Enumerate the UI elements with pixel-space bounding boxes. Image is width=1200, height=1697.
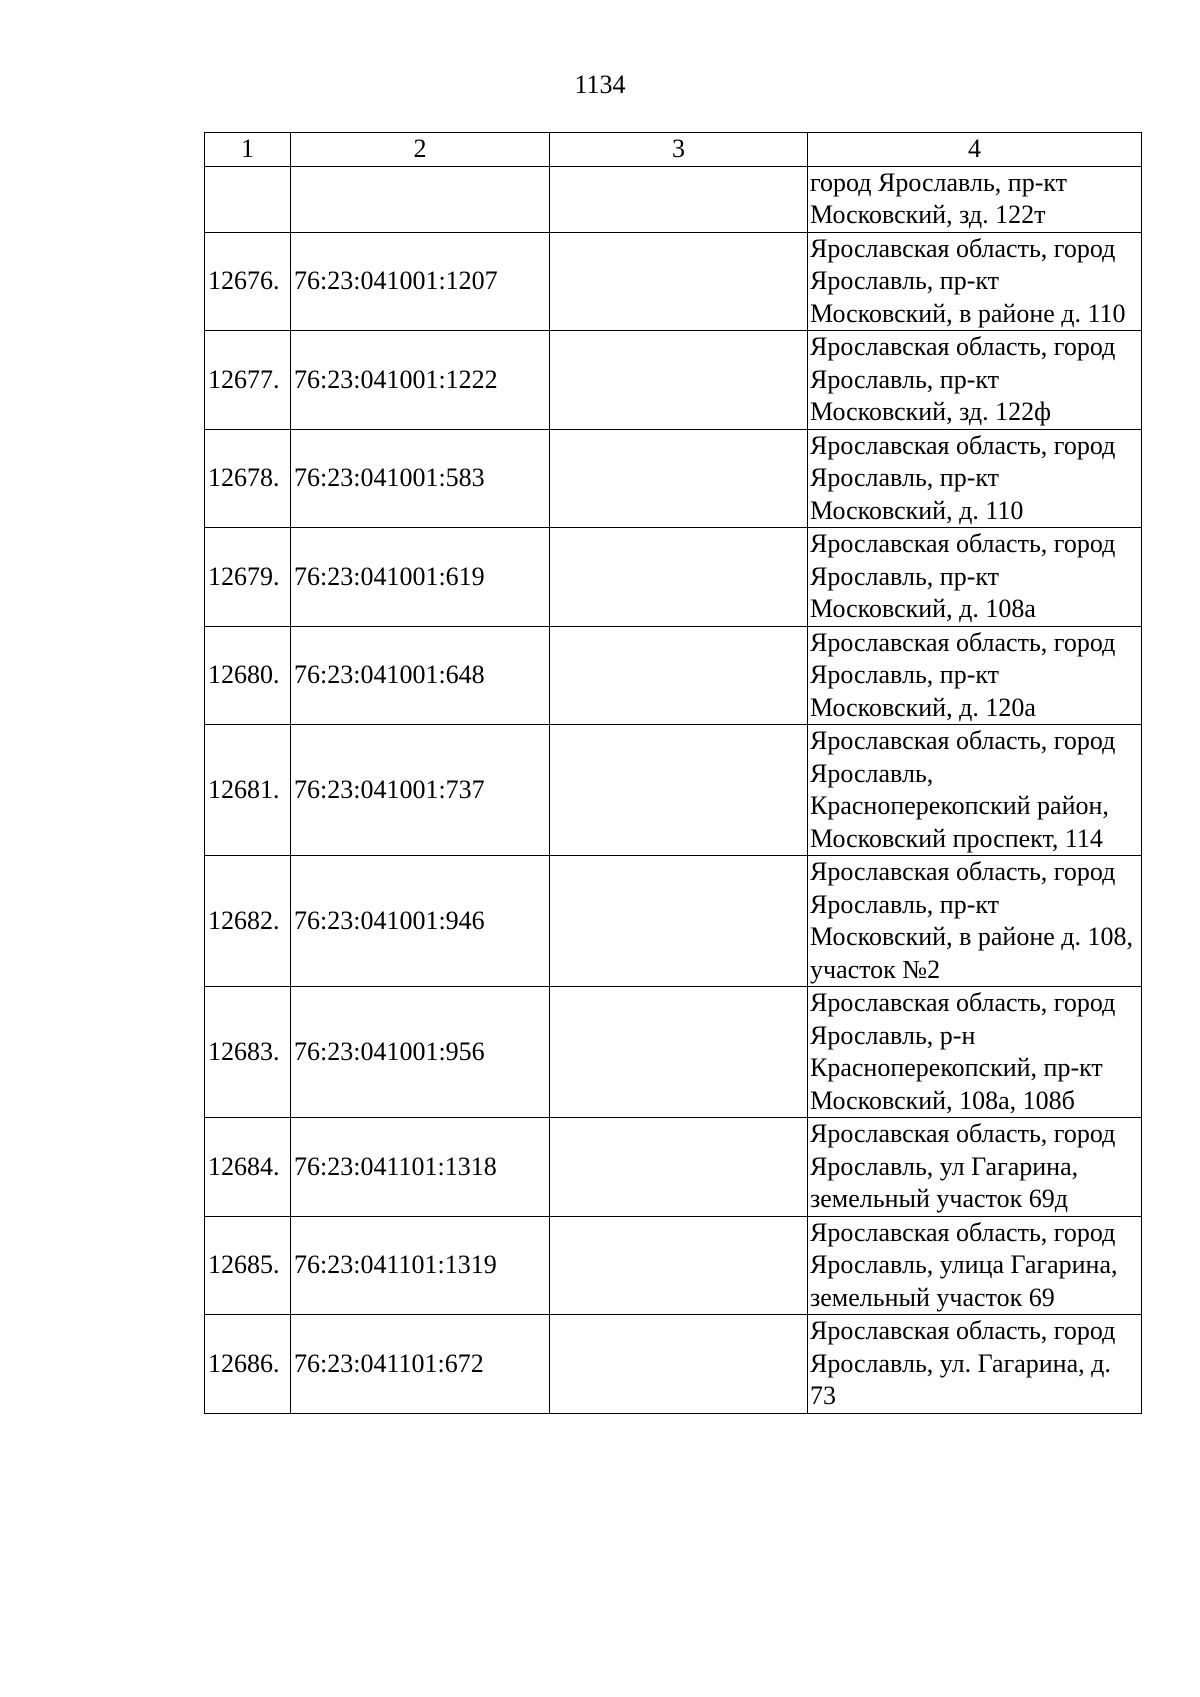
column-3-cell	[550, 166, 808, 232]
row-number: 12681.	[205, 725, 291, 856]
column-header-4: 4	[808, 133, 1142, 167]
table-row	[205, 528, 1142, 627]
address: Ярославская область, город Ярославль, ул Гагарина, земельный участок 69д	[808, 1118, 1142, 1217]
header-row	[205, 133, 1142, 167]
row-number: 12678.	[205, 429, 291, 528]
row-number: 12684.	[205, 1118, 291, 1217]
page-number: 1134	[574, 70, 626, 99]
row-number: 12679.	[205, 528, 291, 627]
cadastral-number: 76:23:041001:1222	[291, 331, 550, 430]
address: город Ярославль, пр-кт Московский, зд. 122т	[808, 166, 1142, 232]
row-number: 12685.	[205, 1216, 291, 1315]
column-3-cell	[550, 331, 808, 430]
address: Ярославская область, город Ярославль, р-н Красноперекопский, пр-кт Московский, 108а, 108б	[808, 987, 1142, 1118]
table-row	[205, 725, 1142, 856]
row-number: 12680.	[205, 626, 291, 725]
address: Ярославская область, город Ярославль, пр-кт Московский, д. 108а	[808, 528, 1142, 627]
cadastral-number: 76:23:041101:1319	[291, 1216, 550, 1315]
column-header-1: 1	[205, 133, 291, 167]
cadastral-number: 76:23:041001:1207	[291, 232, 550, 331]
address: Ярославская область, город Ярославль, ул. Гагарина, д. 73	[808, 1315, 1142, 1414]
table-row	[205, 1118, 1142, 1217]
table-row	[205, 856, 1142, 987]
column-3-cell	[550, 232, 808, 331]
cadastral-number: 76:23:041001:648	[291, 626, 550, 725]
row-number: 12677.	[205, 331, 291, 430]
registry-table	[204, 132, 1142, 1414]
column-3-cell	[550, 1118, 808, 1217]
address: Ярославская область, город Ярославль, Красноперекопский район, Московский проспект, 114	[808, 725, 1142, 856]
column-header-2: 2	[291, 133, 550, 167]
table-row	[205, 626, 1142, 725]
table-row	[205, 331, 1142, 430]
address: Ярославская область, город Ярославль, улица Гагарина, земельный участок 69	[808, 1216, 1142, 1315]
column-3-cell	[550, 1216, 808, 1315]
column-3-cell	[550, 1315, 808, 1414]
row-number: 12676.	[205, 232, 291, 331]
table-row	[205, 232, 1142, 331]
table-row	[205, 987, 1142, 1118]
column-3-cell	[550, 528, 808, 627]
cadastral-number	[291, 166, 550, 232]
column-3-cell	[550, 626, 808, 725]
table-row	[205, 1216, 1142, 1315]
column-3-cell	[550, 856, 808, 987]
row-number: 12686.	[205, 1315, 291, 1414]
row-number: 12683.	[205, 987, 291, 1118]
address: Ярославская область, город Ярославль, пр-кт Московский, д. 120а	[808, 626, 1142, 725]
address: Ярославская область, город Ярославль, пр-кт Московский, зд. 122ф	[808, 331, 1142, 430]
cadastral-number: 76:23:041101:672	[291, 1315, 550, 1414]
column-3-cell	[550, 725, 808, 856]
table-row	[205, 1315, 1142, 1414]
cadastral-number: 76:23:041001:737	[291, 725, 550, 856]
cadastral-number: 76:23:041001:619	[291, 528, 550, 627]
table-row	[205, 429, 1142, 528]
row-number	[205, 166, 291, 232]
column-header-3: 3	[550, 133, 808, 167]
address: Ярославская область, город Ярославль, пр-кт Московский, в районе д. 110	[808, 232, 1142, 331]
address: Ярославская область, город Ярославль, пр-кт Московский, д. 110	[808, 429, 1142, 528]
column-3-cell	[550, 429, 808, 528]
address: Ярославская область, город Ярославль, пр-кт Московский, в районе д. 108, участок №2	[808, 856, 1142, 987]
cadastral-number: 76:23:041101:1318	[291, 1118, 550, 1217]
cadastral-number: 76:23:041001:956	[291, 987, 550, 1118]
table-row	[205, 166, 1142, 232]
column-3-cell	[550, 987, 808, 1118]
cadastral-number: 76:23:041001:583	[291, 429, 550, 528]
row-number: 12682.	[205, 856, 291, 987]
cadastral-number: 76:23:041001:946	[291, 856, 550, 987]
